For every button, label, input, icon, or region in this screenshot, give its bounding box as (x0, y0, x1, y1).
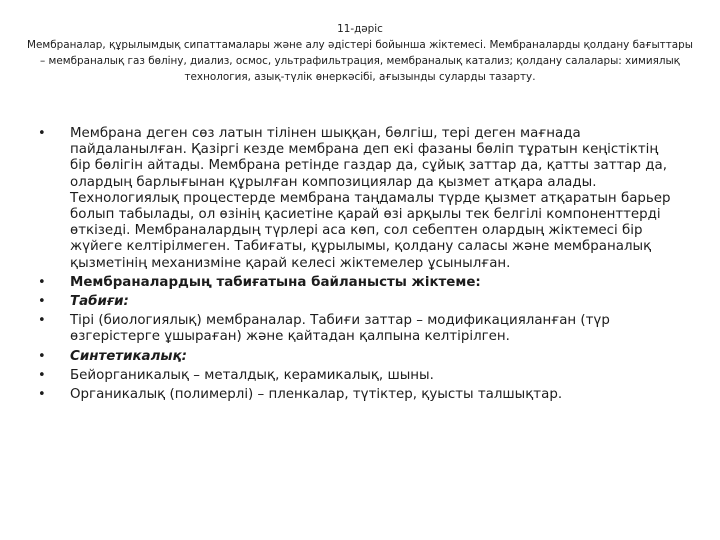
bullet-icon: • (38, 294, 46, 310)
lecture-topic: Мембраналар, құрылымдық сипаттамалары және алу әдістері бойынша жіктемесі. Мембраналарды қолдану бағыттары – мембраналық газ бөліну, диализ, осмос, ультрафильтрация, мембраналық катализ; қолдану салалары: химиялық технология, азық-түлік өнеркәсібі, ағызынды суларды тазарту. (27, 39, 693, 83)
bullet-text-natural: Табиғи: (70, 294, 129, 310)
bullet-icon: • (38, 274, 46, 290)
bullet-item (36, 349, 676, 365)
bullet-item (36, 294, 676, 310)
bullet-icon: • (38, 348, 46, 364)
bullet-text-organic: Органикалық (полимерлі) – пленкалар, түтіктер, қуысты талшықтар. (70, 387, 563, 403)
bullet-text-definition: Мембрана деген сөз латын тілінен шыққан, бөлгіш, тері деген мағнада пайдаланылған. Қазіргі кезде мембрана деп екі фазаны бөліп тұратын кеңістіктің бір бөлігін айтады. Мембрана ретінде газдар да, сұйық заттар да, қатты заттар да, олардың барлығынан құрылған композициялар да қызмет атқара алады. Технологиялық процестерде мембрана таңдамалы түрде қызмет атқаратын барьер болып табылады, ол өзінің қасиетіне қарай өзі арқылы тек белгілі компоненттерді өткізеді. Мембраналардың түрлері аса көп, сол себептен олардың жіктемесі бір жүйеге келтірілмеген. Табиғаты, құрылымы, қолдану саласы және мембраналық қызметінің механизміне қарай келесі жіктемелер ұсынылған. (70, 126, 671, 271)
bullet-text-synthetic: Синтетикалық: (70, 348, 187, 364)
bullet-text-inorganic: Бейорганикалық – металдық, керамикалық, шыны. (70, 367, 434, 383)
bullet-list (36, 126, 676, 406)
bullet-text-living: Тірі (биологиялық) мембраналар. Табиғи заттар – модификацияланған (түр өзгерістерге ұшыраған) және қайтадан қалпына келтірілген. (70, 313, 610, 345)
slide-header (24, 21, 696, 85)
bullet-item (36, 126, 676, 272)
bullet-item (36, 313, 676, 345)
bullet-item (36, 368, 676, 384)
bullet-text-classification: Мембраналардың табиғатына байланысты жіктеме: (70, 274, 481, 290)
bullet-icon: • (38, 126, 46, 141)
bullet-icon: • (38, 387, 46, 403)
lecture-number: 11-дәріс (337, 23, 383, 35)
bullet-icon: • (38, 313, 46, 329)
bullet-icon: • (38, 367, 46, 383)
bullet-item (36, 387, 676, 403)
bullet-item (36, 275, 676, 291)
